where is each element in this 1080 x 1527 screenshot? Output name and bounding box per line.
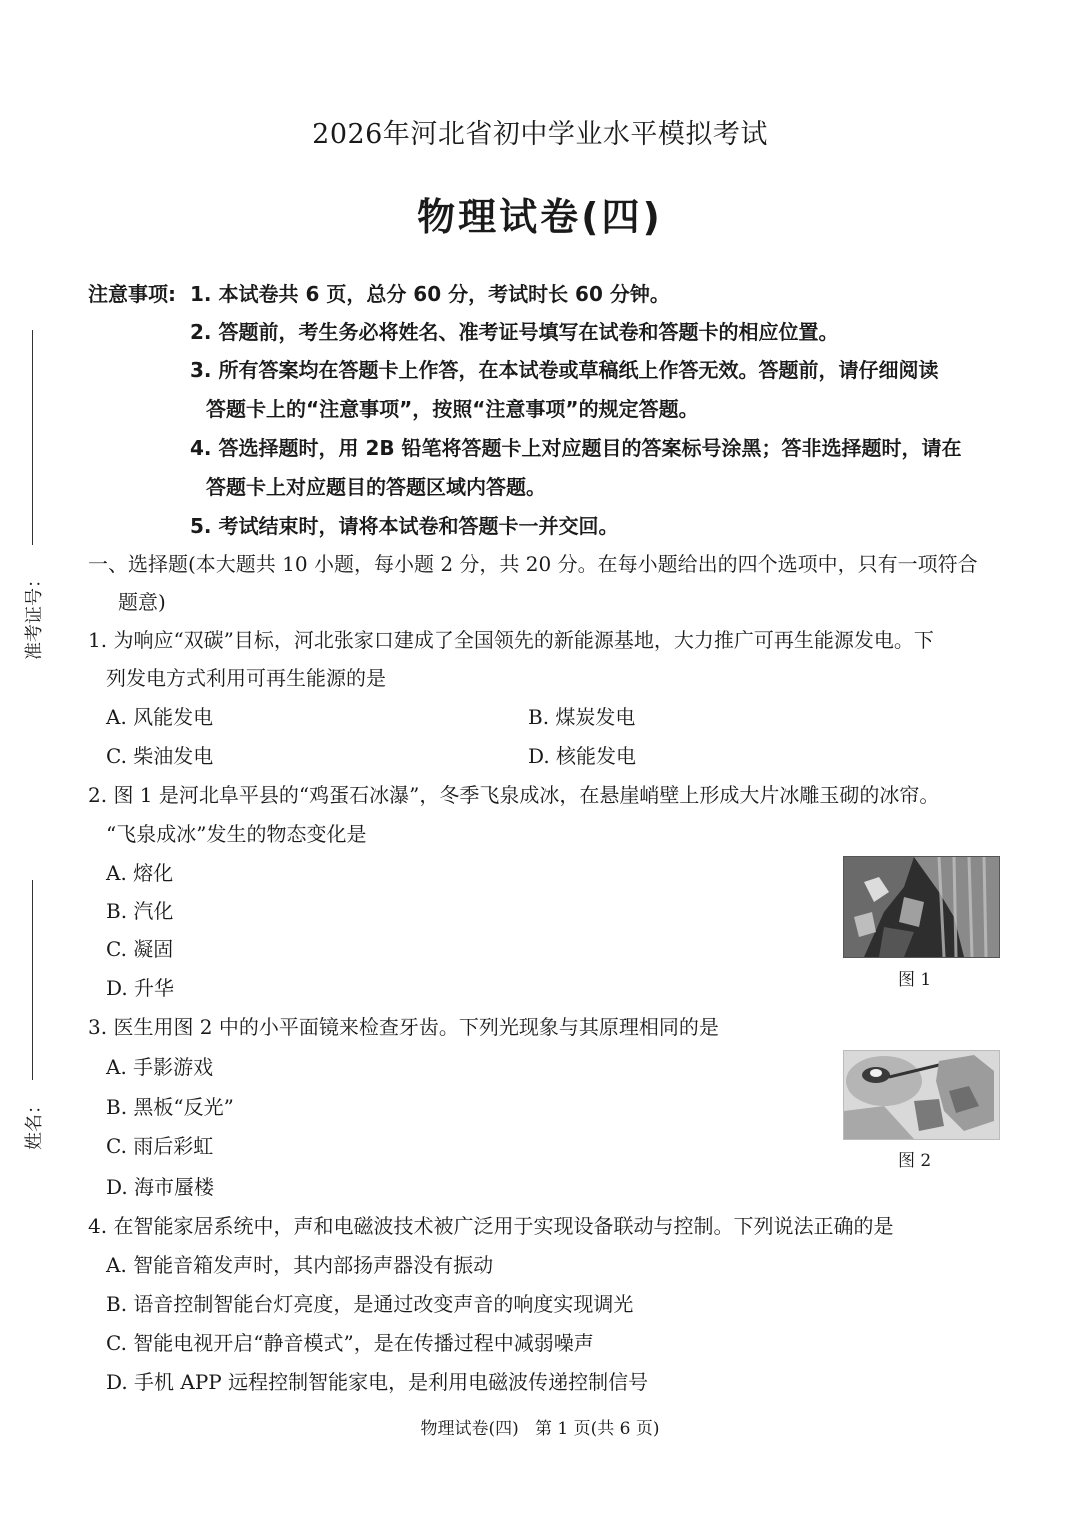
exam-id-line [32, 330, 33, 545]
name-label: 姓名： [24, 1096, 45, 1150]
question-2-cont: “飞泉成冰”发生的物态变化是 [106, 822, 367, 846]
q4-option-d: D. 手机 APP 远程控制智能家电，是利用电磁波传递控制信号 [106, 1370, 649, 1394]
figure-1-caption: 图 1 [898, 970, 932, 990]
q3-option-c: C. 雨后彩虹 [106, 1134, 214, 1158]
question-4: 4. 在智能家居系统中，声和电磁波技术被广泛用于实现设备联动与控制。下列说法正确的是 [88, 1214, 894, 1238]
section-heading: 一、选择题(本大题共 10 小题，每小题 2 分，共 20 分。在每小题给出的四个选项中，只有一项符合 [88, 552, 978, 576]
q1-option-d: D. 核能发电 [528, 744, 637, 768]
notice-item-4-cont: 答题卡上对应题目的答题区域内答题。 [206, 475, 546, 499]
notice-item-1: 1. 本试卷共 6 页，总分 60 分，考试时长 60 分钟。 [190, 282, 670, 306]
question-2: 2. 图 1 是河北阜平县的“鸡蛋石冰瀑”，冬季飞泉成冰，在悬崖峭壁上形成大片冰雕玉砌的冰帘。 [88, 783, 940, 807]
page-footer: 物理试卷(四) 第 1 页(共 6 页) [420, 1419, 660, 1439]
exam-title: 2026年河北省初中学业水平模拟考试 [312, 119, 768, 150]
section-heading-cont: 题意) [118, 590, 166, 614]
q1-option-a: A. 风能发电 [106, 705, 214, 729]
q1-option-c: C. 柴油发电 [106, 744, 214, 768]
exam-id-label: 准考证号： [24, 570, 45, 660]
q4-option-b: B. 语音控制智能台灯亮度，是通过改变声音的响度实现调光 [106, 1292, 634, 1316]
paper-subtitle: 物理试卷(四) [417, 195, 663, 239]
q2-option-b: B. 汽化 [106, 899, 174, 923]
q1-option-b: B. 煤炭发电 [528, 705, 636, 729]
notice-item-3-cont: 答题卡上的“注意事项”，按照“注意事项”的规定答题。 [206, 397, 699, 421]
notice-item-5: 5. 考试结束时，请将本试卷和答题卡一并交回。 [190, 514, 619, 538]
q3-option-a: A. 手影游戏 [106, 1055, 214, 1079]
figure-2-dental-mirror-image [843, 1050, 1000, 1140]
q3-option-b: B. 黑板“反光” [106, 1095, 234, 1119]
question-1-cont: 列发电方式利用可再生能源的是 [106, 666, 386, 690]
q4-option-a: A. 智能音箱发声时，其内部扬声器没有振动 [106, 1253, 494, 1277]
question-3: 3. 医生用图 2 中的小平面镜来检查牙齿。下列光现象与其原理相同的是 [88, 1015, 719, 1039]
question-1: 1. 为响应“双碳”目标，河北张家口建成了全国领先的新能源基地，大力推广可再生能源发电。下 [88, 628, 934, 652]
notice-heading: 注意事项: [88, 282, 176, 306]
figure-1-ice-waterfall-image [843, 856, 1000, 958]
dental-mirror-picture [844, 1051, 999, 1139]
notice-item-2: 2. 答题前，考生务必将姓名、准考证号填写在试卷和答题卡的相应位置。 [190, 320, 839, 344]
notice-item-4: 4. 答选择题时，用 2B 铅笔将答题卡上对应题目的答案标号涂黑；答非选择题时，请在 [190, 436, 962, 460]
q3-option-d: D. 海市蜃楼 [106, 1175, 215, 1199]
q2-option-a: A. 熔化 [106, 861, 174, 885]
q2-option-d: D. 升华 [106, 976, 175, 1000]
ice-waterfall-picture [844, 857, 999, 957]
q4-option-c: C. 智能电视开启“静音模式”，是在传播过程中减弱噪声 [106, 1331, 594, 1355]
notice-item-3: 3. 所有答案均在答题卡上作答，在本试卷或草稿纸上作答无效。答题前，请仔细阅读 [190, 358, 939, 382]
name-line [32, 880, 33, 1080]
q2-option-c: C. 凝固 [106, 937, 174, 961]
figure-2-caption: 图 2 [898, 1151, 932, 1171]
